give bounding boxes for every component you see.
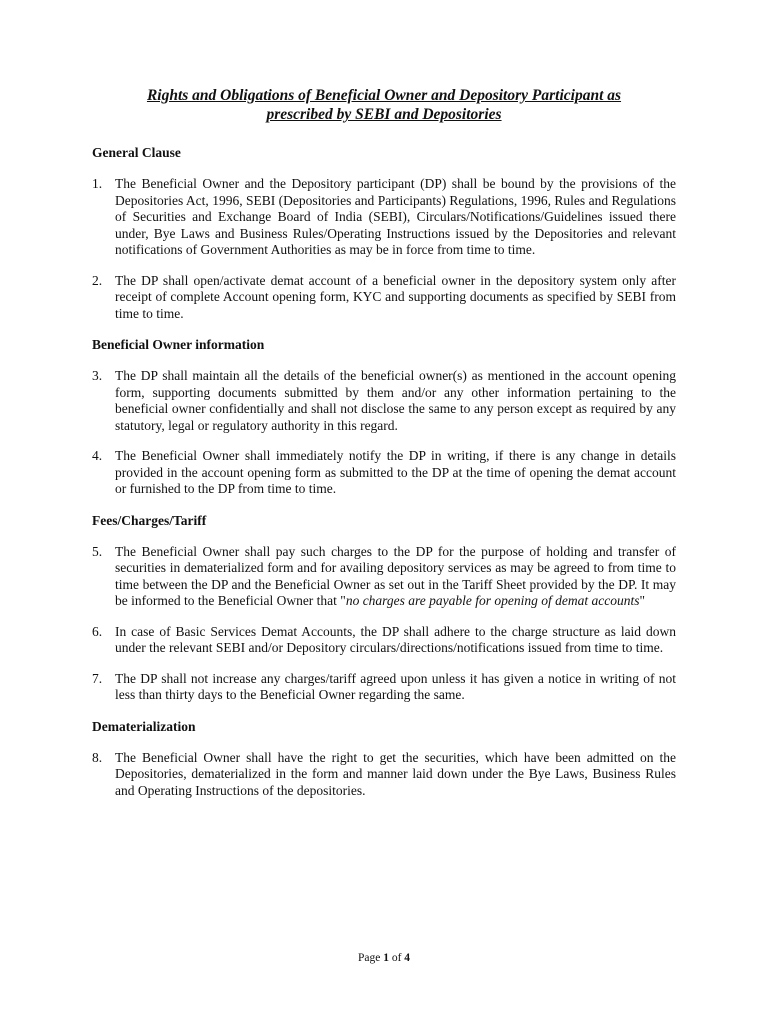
document-title — [92, 86, 676, 124]
clause-number: 6. — [92, 623, 103, 639]
section-heading-general-clause: General Clause — [92, 145, 181, 160]
clause-text-end: " — [639, 593, 646, 608]
page-of-word: of — [391, 952, 402, 964]
clause-text: In case of Basic Services Demat Accounts, the DP shall adhere to the charge structure as laid down under the relevant SEBI and/or Depository circulars/directions/notifications issued from time to time. — [115, 623, 676, 655]
clause-item-4 — [92, 448, 676, 498]
clause-text: The DP shall maintain all the details of the beneficial owner(s) as mentioned in the account opening form, supporting documents submitted by them and/or any other information pertaining to the beneficial owner confidentially and shall not disclose the same to any person except as required by any statutory, legal or regulatory authority in this regard. — [115, 368, 676, 433]
title-line-2: prescribed by SEBI and Depositories — [266, 106, 502, 123]
page-word: Page — [357, 952, 381, 964]
clause-text-italic: no charges are payable for opening of demat accounts — [345, 593, 640, 608]
page-total-number: 4 — [404, 952, 411, 964]
clause-item-7 — [92, 671, 676, 704]
title-line-1: Rights and Obligations of Beneficial Owner and Depository Participant as — [146, 87, 622, 104]
clause-item-3 — [92, 368, 676, 434]
clause-text: The Beneficial Owner and the Depository participant (DP) shall be bound by the provisions of the Depositories Act, 1996, SEBI (Depositories and Participants) Regulations, 1996, Rules and Regulations of Securities and Exchange Board of India (SEBI), Circulars/Notifications/Guidelines issued there under, Bye Laws and Business Rules/Operating Instructions issued by the Depositories and relevant notifications of Government Authorities as may be in force from time to time. — [115, 176, 676, 257]
page-footer — [0, 952, 768, 964]
section-heading-dematerialization: Dematerialization — [92, 718, 196, 734]
section-heading-fees-charges-tariff: Fees/Charges/Tariff — [92, 512, 207, 528]
clause-text-main: The Beneficial Owner shall pay such charges to the DP for the purpose of holding and transfer of securities in dematerialized form and for availing depository services as may be agreed to from time to time between the DP and the Beneficial Owner as set out in the Tariff Sheet provided by the DP. It may be informed to the Beneficial Owner that " — [115, 543, 676, 608]
clause-text: The DP shall not increase any charges/tariff agreed upon unless it has given a notice in writing of not less than thirty days to the Beneficial Owner regarding the same. — [115, 670, 676, 702]
clause-number: 2. — [92, 272, 103, 288]
document-page — [92, 86, 676, 813]
page-current-number: 1 — [383, 952, 389, 964]
clause-item-6 — [92, 624, 676, 657]
clause-number: 5. — [92, 543, 103, 559]
clause-item-1 — [92, 176, 676, 259]
section-heading-beneficial-owner-information: Beneficial Owner information — [92, 337, 265, 352]
clause-item-2 — [92, 273, 676, 323]
clause-number: 7. — [92, 670, 103, 686]
clause-text: The Beneficial Owner shall immediately notify the DP in writing, if there is any change in details provided in the account opening form as submitted to the DP at the time of opening the demat account or furnished to the DP from time to time. — [115, 448, 676, 496]
clause-number: 4. — [92, 448, 103, 463]
clause-number: 8. — [92, 749, 103, 765]
clause-item-5 — [92, 544, 676, 610]
clause-text: The Beneficial Owner shall have the right to get the securities, which have been admitted on the Depositories, dematerialized in the form and manner laid down under the Bye Laws, Business Rules and Operating Instructions of the depositories. — [115, 749, 676, 798]
clause-item-8 — [92, 750, 676, 800]
clause-number: 1. — [92, 176, 103, 191]
clause-text — [115, 544, 676, 610]
clause-text: The DP shall open/activate demat account of a beneficial owner in the depository system only after receipt of complete Account opening form, KYC and supporting documents as specified by SEBI from time to time. — [115, 272, 676, 321]
clause-number: 3. — [92, 368, 103, 383]
